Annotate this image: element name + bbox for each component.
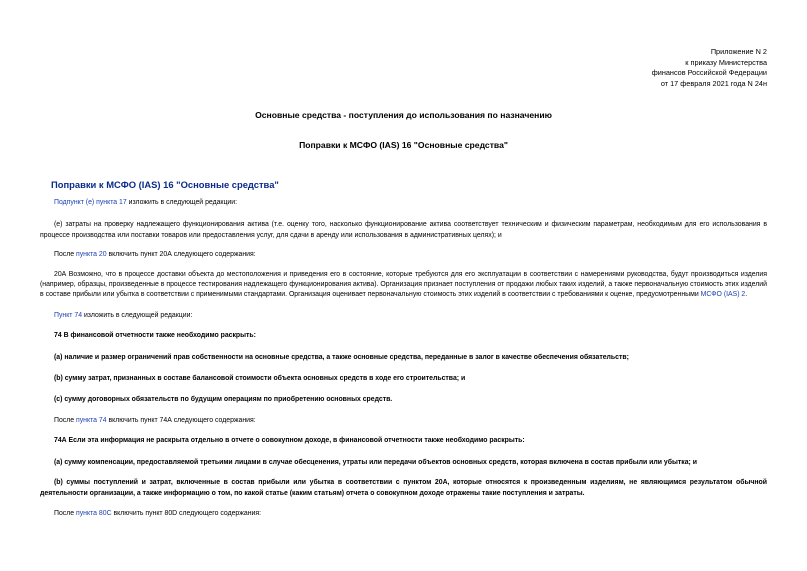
paragraph: (c) сумму договорных обязательств по будущим операциям по приобретению основных средств. (54, 396, 393, 404)
paragraph: (а) наличие и размер ограничений прав собственности на основные средства, а также основные средства, переданные в залог в качестве обеспечения обязательств; (54, 353, 629, 361)
paragraph-text: включить пункт 74А следующего содержания: (106, 416, 256, 424)
appendix-line: к приказу Министерства (685, 57, 767, 67)
section-heading: Поправки к МСФО (IAS) 16 "Основные средства" (51, 179, 279, 190)
paragraph (40, 198, 767, 208)
reference-link[interactable]: пункта 80С (76, 509, 112, 517)
paragraph-text: включить пункт 20А следующего содержания: (106, 251, 256, 259)
paragraph: (а) сумму компенсации, предоставляемой третьими лицами в случае обесценения, утраты или передачи объектов основных средств, которая включена в состав прибыли или убытка; и (54, 458, 697, 466)
paragraph (40, 416, 767, 426)
paragraph-text: изложить в следующей редакции: (82, 311, 193, 319)
paragraph-text: включить пункт 80D следующего содержания: (111, 509, 261, 517)
paragraph-text: После (54, 509, 76, 517)
paragraph-text: 20А Возможно, что в процессе доставки объекта до местоположения и приведения его в состояние, которые требуются для его эксплуатации в соответствии с намерениями руководства, будут производиться изделия (например, образцы, произведенные в процессе тестирования надлежащего функционирования актива). Организация признает поступления от продажи любых таких изделий, а также первоначальную стоимость этих изделий в составе прибыли или убытка в соответствии с применимыми стандартами. Организация оценивает первоначальную стоимость этих изделий в соответствии с требованиями к оценке, предусмотренными (40, 270, 767, 299)
appendix-line: Приложение N 2 (710, 47, 767, 56)
reference-link[interactable]: Подпункт (е) пункта 17 (54, 199, 127, 206)
appendix-header (652, 47, 767, 89)
document-subtitle: Поправки к МСФО (IAS) 16 "Основные средства" (299, 140, 508, 150)
reference-link[interactable]: пункта 20 (76, 251, 107, 259)
paragraph (40, 250, 767, 260)
paragraph: (е) затраты на проверку надлежащего функционирования актива (т.е. оценку того, насколько функционирование актива соответствует техническим и физическим параметрам, необходимым для его использования в процессе производства или поставки товаров или предоставления услуг, для сдачи в аренду или использования в административных целях); и (40, 221, 767, 239)
appendix-line: от 17 февраля 2021 года N 24н (660, 78, 767, 88)
paragraph-text: После (54, 416, 76, 424)
appendix-line: финансов Российской Федерации (651, 68, 767, 78)
paragraph: (b) суммы поступлений и затрат, включенные в состав прибыли или убытка в соответствии с пунктом 20А, которые относятся к произведенным изделиям, не являющимся результатом обычной деятельности организации, а также информацию о том, по какой статье (каким статьям) отчета о совокупном доходе отражены такие поступления и затраты. (40, 479, 767, 497)
paragraph: 74 В финансовой отчетности также необходимо раскрыть: (54, 332, 256, 340)
document-body (40, 198, 767, 519)
reference-link[interactable]: МСФО (IAS) 2 (700, 291, 746, 299)
paragraph (40, 311, 767, 321)
paragraph: 74А Если эта информация не раскрыта отдельно в отчете о совокупном доходе, в финансовой отчетности также необходимо раскрыть: (54, 437, 525, 445)
paragraph-text: изложить в следующей редакции: (126, 199, 238, 206)
paragraph (40, 270, 767, 301)
paragraph: (b) сумму затрат, признанных в составе балансовой стоимости объекта основных средств в ходе его строительства; и (54, 375, 466, 383)
reference-link[interactable]: Пункт 74 (54, 311, 83, 319)
paragraph (40, 509, 767, 519)
paragraph-text: После (54, 251, 76, 259)
document-title: Основные средства - поступления до использования по назначению (255, 110, 552, 120)
paragraph-text: . (745, 291, 748, 299)
reference-link[interactable]: пункта 74 (76, 416, 107, 424)
